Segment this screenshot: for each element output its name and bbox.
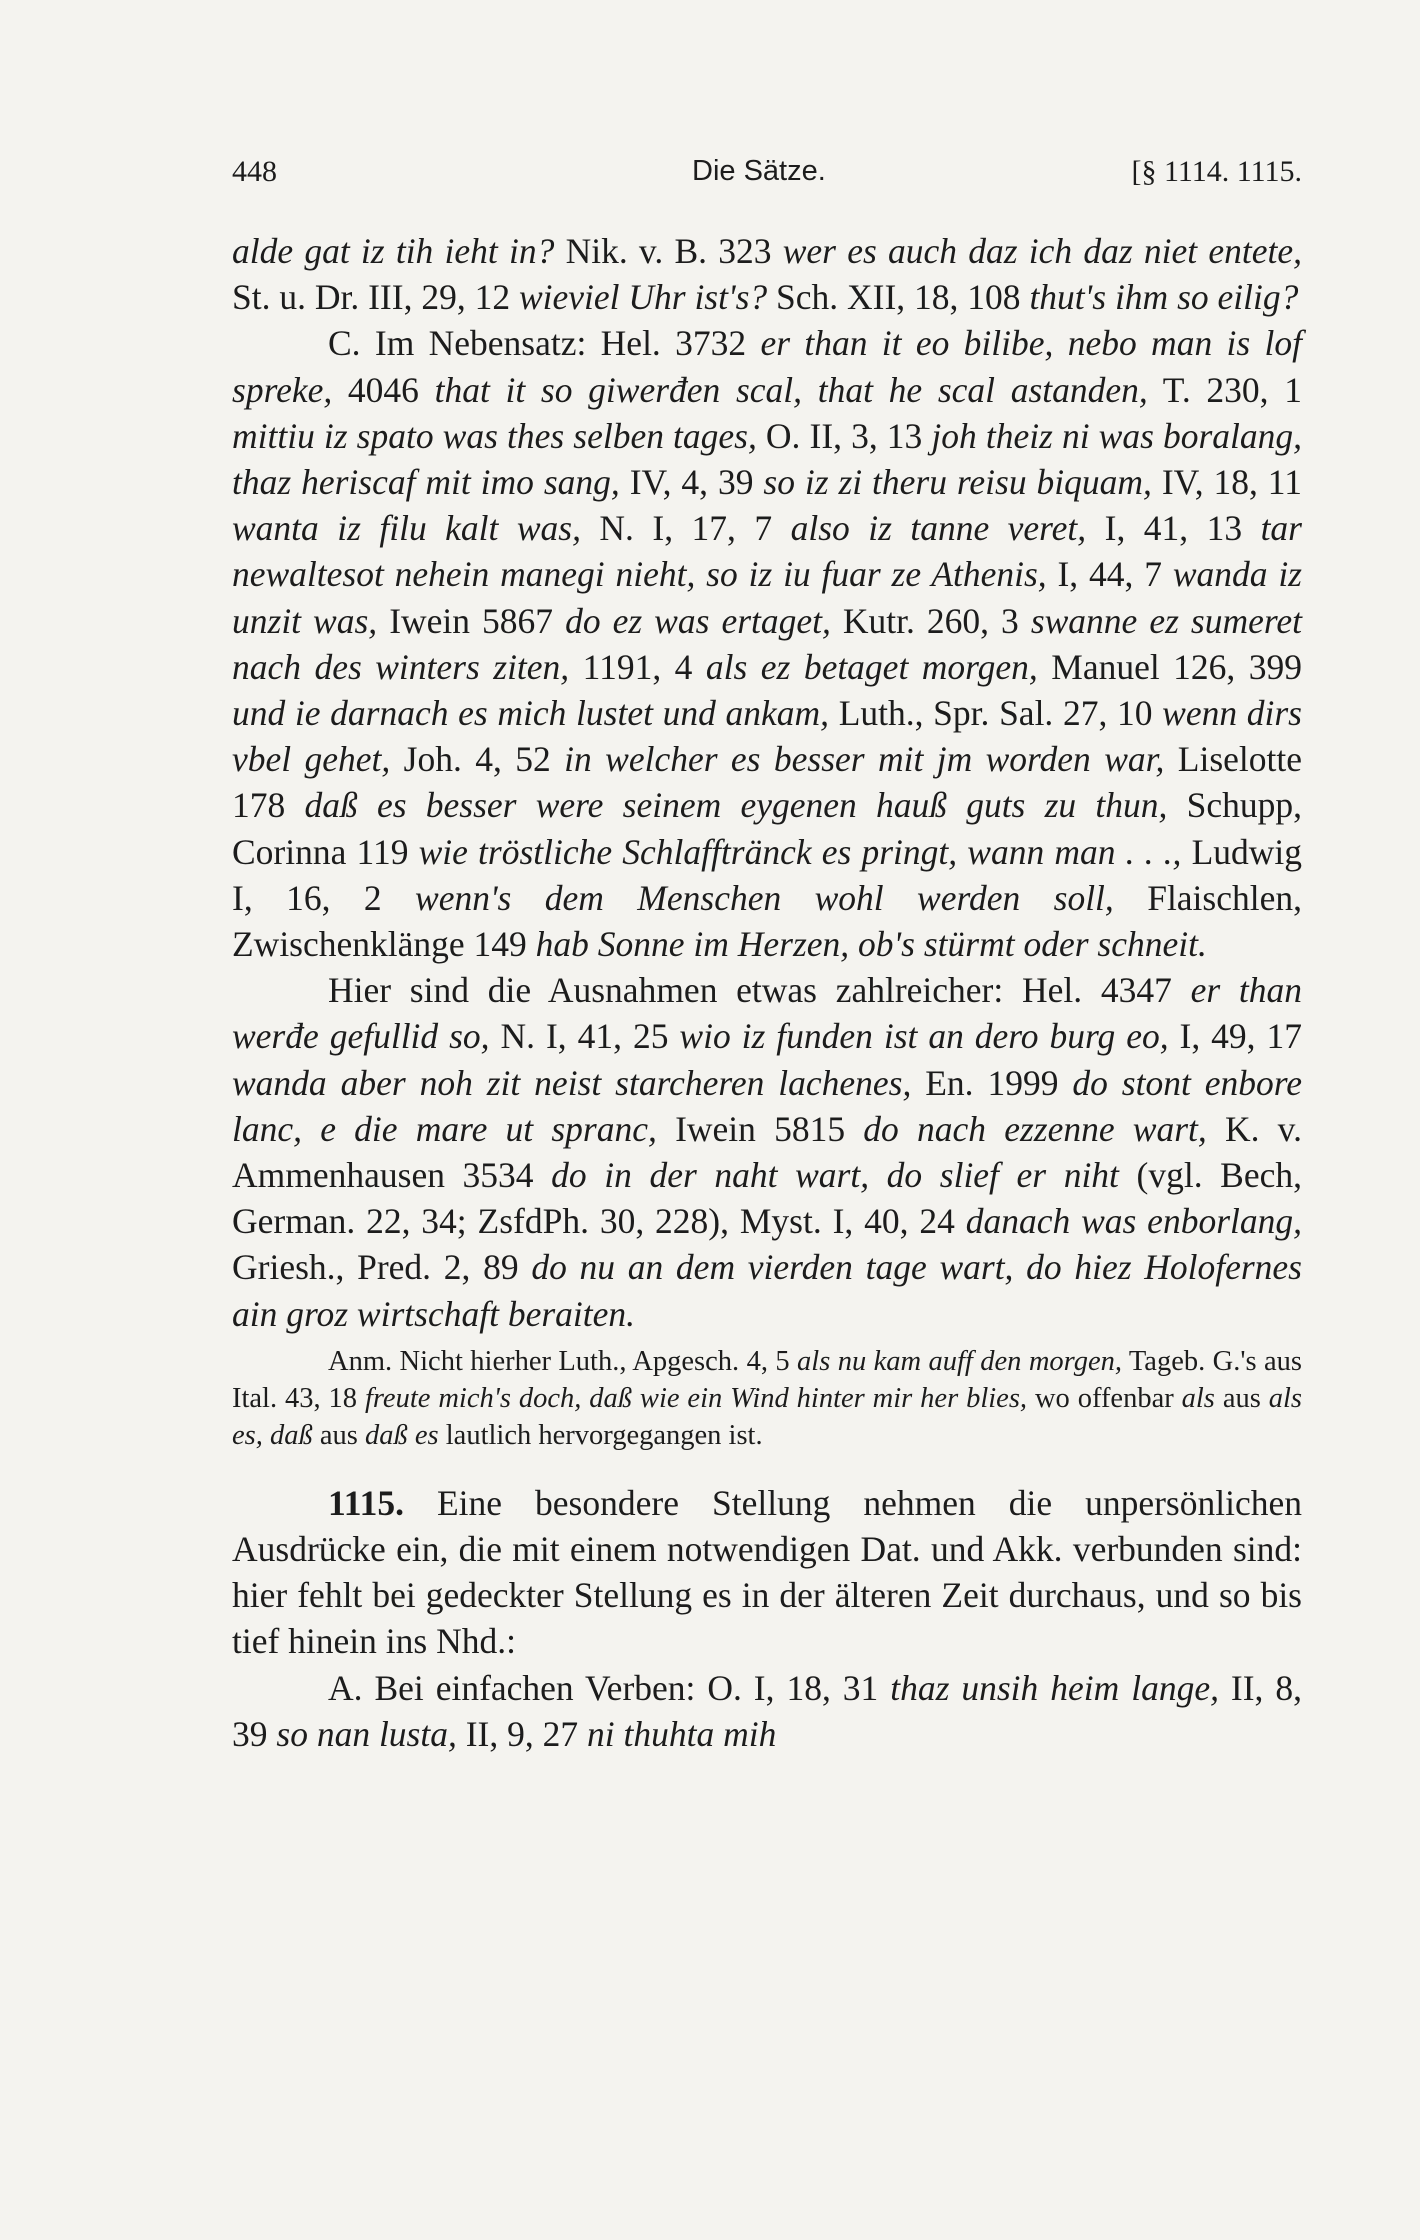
- citation-text: IV, 18, 11: [1151, 462, 1302, 503]
- citation-text: 1191, 4: [569, 646, 706, 687]
- example-quote: thut's ihm so eilig?: [1029, 277, 1299, 318]
- example-quote: wer es auch daz ich daz niet entete,: [782, 231, 1302, 271]
- citation-text: Joh. 4, 52: [390, 739, 565, 780]
- example-quote: als: [1181, 1382, 1215, 1414]
- example-quote: do nach ezzenne wart,: [863, 1108, 1207, 1149]
- citation-text: IV, 4, 39: [619, 462, 764, 503]
- example-quote: er than werđe gefullid so,: [232, 970, 1302, 1057]
- example-quote: alde gat iz tih ieht in?: [232, 231, 555, 271]
- example-quote: freute mich's doch, daß wie ein Wind hinter mir her blies,: [364, 1382, 1028, 1414]
- citation-text: Manuel 126, 399: [1037, 646, 1303, 687]
- example-quote: also iz tanne veret,: [790, 508, 1087, 549]
- citation-text: St. u. Dr. III, 29, 12: [232, 277, 519, 318]
- citation-text: Tageb. G.'s aus Ital. 43, 18: [232, 1345, 1302, 1414]
- example-quote: do nu an dem vierden tage wart, do hiez Holofernes ain groz wirtschaft beraiten.: [232, 1247, 1303, 1334]
- citation-text: 4046: [332, 369, 435, 410]
- example-quote: wenn's dem Menschen wohl werden soll,: [415, 877, 1114, 918]
- section-number: 1115.: [328, 1482, 404, 1523]
- citation-text: T. 230, 1: [1147, 369, 1302, 410]
- citation-text: A. Bei einfachen Verben: O. I, 18, 31: [328, 1667, 891, 1708]
- citation-text: Iwein 5867: [377, 600, 566, 641]
- annotation-note: [232, 1343, 1302, 1454]
- citation-text: Flaischlen, Zwischenklänge 149: [232, 877, 1302, 965]
- body-text: [232, 228, 1302, 1757]
- example-quote: wanda iz unzit was,: [232, 554, 1303, 641]
- example-quote: als es, daß: [232, 1382, 1302, 1451]
- example-quote: wieviel Uhr ist's?: [518, 277, 768, 318]
- paragraph-ausnahmen: [232, 967, 1302, 1337]
- example-quote: daß es: [365, 1419, 439, 1451]
- example-quote: thaz unsih heim lange,: [890, 1667, 1219, 1708]
- citation-text: Anm. Nicht hierher Luth., Apgesch. 4, 5: [328, 1345, 798, 1377]
- citation-text: Liselotte 178: [232, 739, 1302, 826]
- page-number: 448: [232, 155, 277, 188]
- citation-text: N. I, 41, 25: [489, 1016, 680, 1057]
- paragraph-c-nebensatz: [232, 320, 1302, 967]
- citation-text: C. Im Nebensatz: Hel. 3732: [328, 323, 761, 364]
- example-quote: als ez betaget morgen,: [705, 646, 1038, 687]
- example-quote: wanta iz filu kalt was,: [232, 508, 581, 549]
- citation-text: aus: [1214, 1382, 1269, 1414]
- citation-text: II, 9, 27: [456, 1713, 588, 1754]
- example-quote: er than it eo bilibe, nebo man is lof spreke,: [232, 323, 1302, 410]
- citation-text: I, 41, 13: [1086, 508, 1261, 549]
- paragraph-einfache-verben: [232, 1665, 1302, 1757]
- example-quote: wie tröstliche Schlafftränck es pringt, wann man . . .,: [418, 831, 1182, 872]
- example-quote: mittiu iz spato was thes selben tages,: [232, 415, 757, 456]
- section-1115-paragraph: [232, 1480, 1302, 1665]
- citation-text: Schupp, Corinna 119: [232, 785, 1302, 872]
- citation-text: Ludwig I, 16, 2: [232, 831, 1303, 918]
- citation-text: Luth., Spr. Sal. 27, 10: [829, 693, 1163, 734]
- example-quote: ni thuhta mih: [587, 1713, 777, 1754]
- example-quote: und ie darnach es mich lustet und ankam,: [232, 693, 830, 734]
- example-quote: do stont enbore lanc, e die mare ut spranc,: [232, 1062, 1302, 1149]
- example-quote: so iz zi theru reisu biquam,: [763, 462, 1152, 503]
- citation-text: (vgl. Bech, German. 22, 34; ZsfdPh. 30, 228), Myst. I, 40, 24: [232, 1155, 1302, 1242]
- example-quote: that it so giwerđen scal, that he scal astanden,: [434, 369, 1148, 410]
- example-quote: hab Sonne im Herzen, ob's stürmt oder schneit.: [535, 924, 1207, 965]
- example-quote: danach was enborlang,: [965, 1201, 1302, 1242]
- citation-text: I, 49, 17: [1168, 1016, 1303, 1057]
- paragraph-continued: [232, 228, 1302, 320]
- citation-text: Nik. v. B. 323: [554, 231, 783, 271]
- citation-text: wo offenbar: [1027, 1382, 1182, 1414]
- running-title: Die Sätze.: [692, 155, 826, 187]
- example-quote: wanda aber noh zit neist starcheren lachenes,: [232, 1062, 912, 1103]
- example-quote: wio iz funden ist an dero burg eo,: [679, 1016, 1169, 1057]
- example-quote: do in der naht wart, do slief er niht: [551, 1155, 1119, 1196]
- example-quote: in welcher es besser mit jm worden war,: [564, 739, 1165, 780]
- citation-text: II, 8, 39: [232, 1667, 1302, 1754]
- example-quote: swanne ez sumeret nach des winters ziten,: [232, 600, 1302, 687]
- example-quote: do ez was ertaget,: [565, 600, 831, 641]
- citation-text: En. 1999: [911, 1062, 1073, 1103]
- citation-text: Kutr. 260, 3: [830, 600, 1031, 641]
- citation-text: aus: [312, 1419, 365, 1451]
- example-quote: wenn dirs vbel gehet,: [232, 693, 1302, 780]
- citation-text: Hier sind die Ausnahmen etwas zahlreicher: Hel. 4347: [328, 970, 1191, 1011]
- citation-text: N. I, 17, 7: [580, 508, 791, 549]
- citation-text: K. v. Ammenhausen 3534: [232, 1108, 1303, 1196]
- example-quote: so nan lusta,: [276, 1713, 457, 1754]
- citation-text: lautlich hervorgegangen ist.: [438, 1419, 763, 1451]
- example-quote: daß es besser were seinem eygenen hauß guts zu thun,: [304, 785, 1168, 826]
- example-quote: joh theiz ni was boralang, thaz heriscaf mit imo sang,: [232, 415, 1303, 503]
- section-1115-text: Eine besondere Stellung nehmen die unpersönlichen Ausdrücke ein, die mit einem notwendigen Dat. und Akk. verbunden sind: hier fehlt bei gedeckter Stellung es in der älteren Zeit durchaus, und so bis tief hinein ins Nhd.:: [232, 1482, 1302, 1662]
- running-header: [232, 155, 1302, 195]
- citation-text: Sch. XII, 18, 108: [767, 277, 1030, 318]
- citation-text: Iwein 5815: [656, 1108, 864, 1149]
- section-reference: [§ 1114. 1115.: [1131, 155, 1302, 188]
- example-quote: tar newaltesot nehein manegi nieht, so iz iu fuar ze Athenis,: [232, 508, 1302, 595]
- citation-text: Griesh., Pred. 2, 89: [232, 1247, 532, 1288]
- citation-text: I, 44, 7: [1046, 554, 1173, 595]
- example-quote: als nu kam auff den morgen,: [797, 1345, 1122, 1377]
- citation-text: O. II, 3, 13: [756, 415, 932, 456]
